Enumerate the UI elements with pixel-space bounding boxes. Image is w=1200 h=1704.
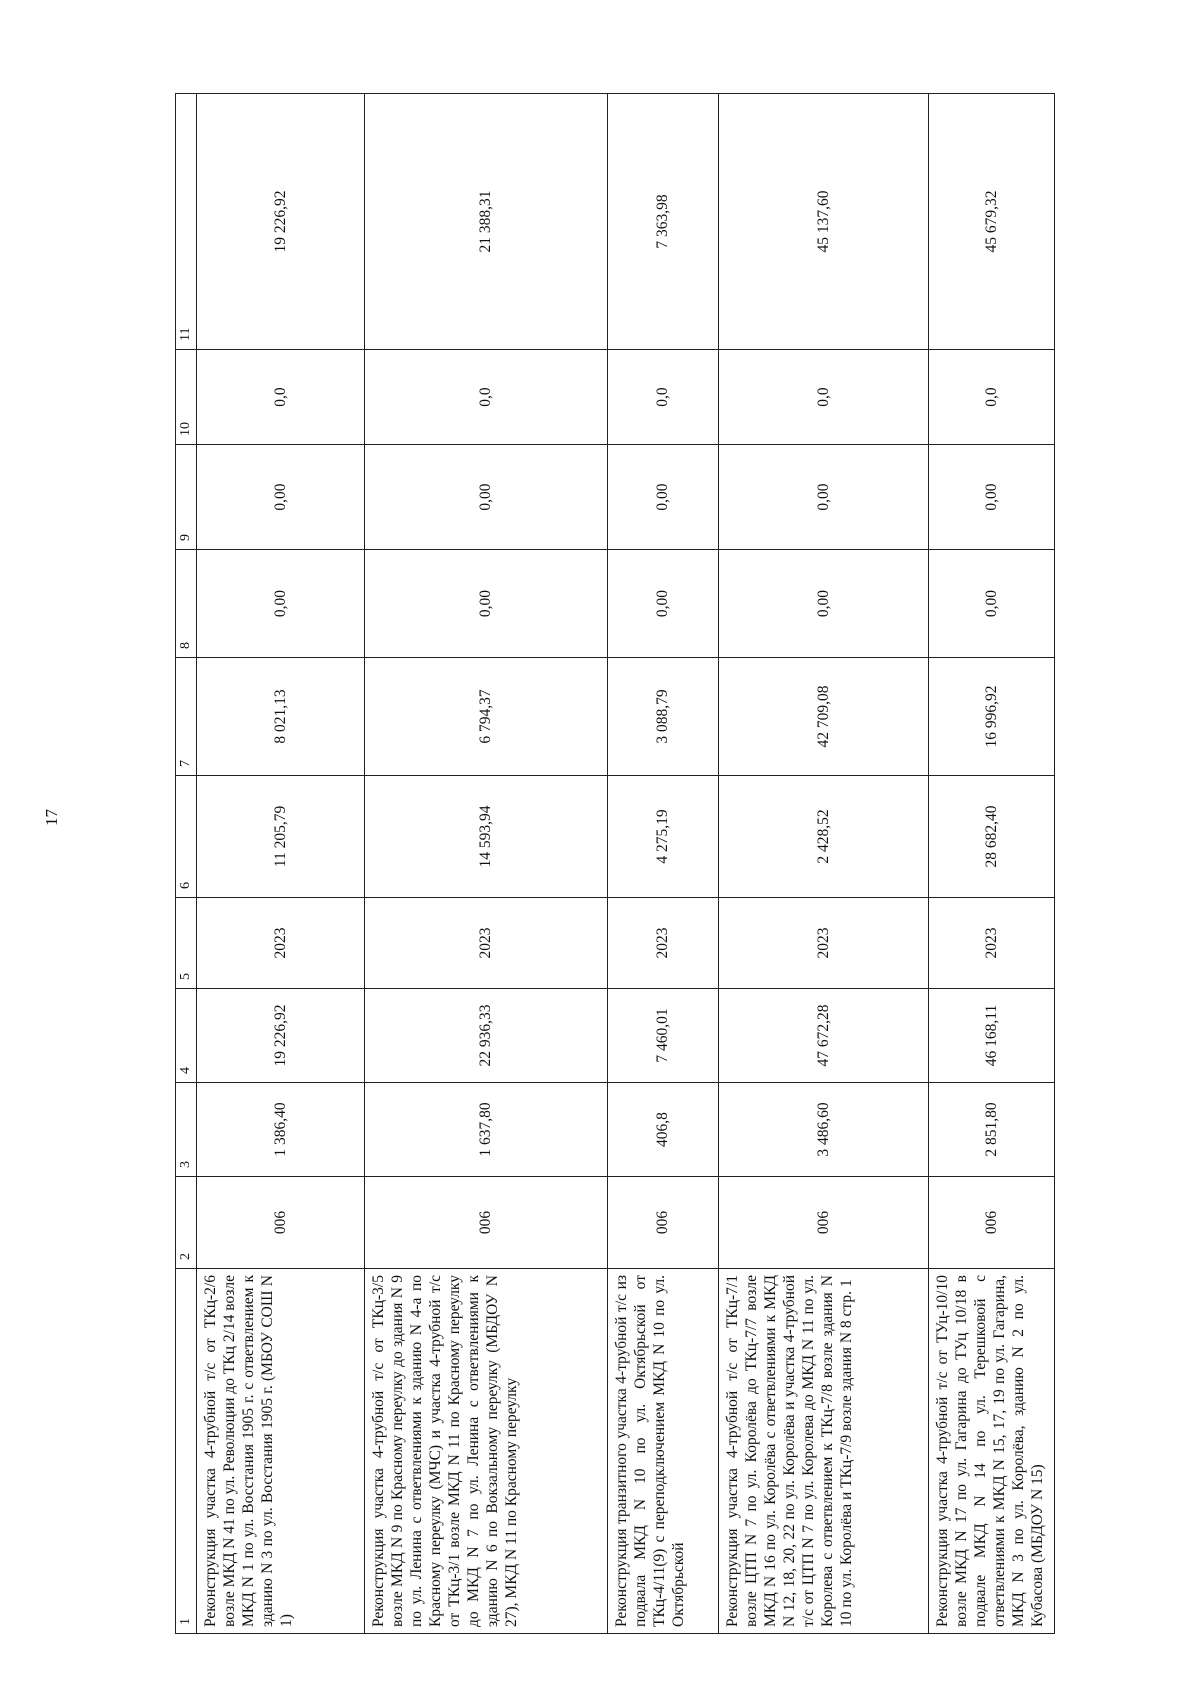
column-header: 3 (176, 1083, 197, 1177)
cell-col3: 2 851,80 (929, 1083, 1055, 1177)
column-header: 10 (176, 350, 197, 445)
cell-col11: 21 388,31 (365, 94, 608, 350)
cell-col6: 28 682,40 (929, 776, 1055, 898)
cell-col4: 47 672,28 (719, 989, 929, 1083)
cell-col9: 0,00 (719, 445, 929, 550)
project-description: Реконструкция участка 4-трубной т/с от ТКц-3/5 возле МКД N 9 по Красному переулку до здания N 9 по ул. Ленина с ответвлениями к зданию N 4-а по Красному переулку (МЧС) и участка 4-трубной т/с от ТКц-3/1 возле МКД N 11 по Красному переулку до МКД N 7 по ул. Ленина с ответвлениями к зданию N 6 по Вокзальному переулку (МБДОУ N 27), МКД N 11 по Красному переулку (365, 1269, 608, 1634)
cell-col8: 0,00 (929, 550, 1055, 658)
project-description: Реконструкция транзитного участка 4-трубной т/с из подвала МКД N 10 по ул. Октябрьской от ТКц-4/11(9) с переподключением МКД N 10 по ул. Октябрьской (608, 1269, 719, 1634)
cell-col7: 3 088,79 (608, 658, 719, 776)
cell-col7: 16 996,92 (929, 658, 1055, 776)
cell-year: 2023 (197, 898, 365, 989)
column-header: 9 (176, 445, 197, 550)
cell-col6: 4 275,19 (608, 776, 719, 898)
cell-col9: 0,00 (929, 445, 1055, 550)
project-description: Реконструкция участка 4-трубной т/с от ТКц-7/1 возле ЦТП N 7 по ул. Королёва до ТКц-7/7 возле МКД N 16 по ул. Королёва с ответвлениями к МКД N 12, 18, 20, 22 по ул. Королёва и участка 4-трубной т/с от ЦТП N 7 по ул. Королева до МКД N 11 по ул. Королева с ответвлением к ТКц-7/8 возле здания N 10 по ул. Королёва и ТКц-7/9 возле здания N 8 стр. 1 (719, 1269, 929, 1634)
cell-col10: 0,0 (608, 350, 719, 445)
column-header: 6 (176, 776, 197, 898)
cell-col8: 0,00 (608, 550, 719, 658)
column-header: 8 (176, 550, 197, 658)
cell-col3: 1 386,40 (197, 1083, 365, 1177)
column-number-header (176, 94, 197, 1634)
page-number: 17 (42, 809, 61, 826)
column-header: 5 (176, 898, 197, 989)
cell-col10: 0,0 (929, 350, 1055, 445)
cell-col10: 0,0 (719, 350, 929, 445)
project-description: Реконструкция участка 4-трубной т/с от ТУц-10/10 возле МКД N 17 по ул. Гагарина до ТУц 10/18 в подвале МКД N 14 по ул. Терешковой с ответвлениями к МКД N 15, 17, 19 по ул. Гагарина, МКД N 3 по ул. Королёва, зданию N 2 по ул. Кубасова (МБДОУ N 15) (929, 1269, 1055, 1634)
project-description: Реконструкция участка 4-трубной т/с от ТКц-2/6 возле МКД N 41 по ул. Революции до ТКц 2/14 возле МКД N 1 по ул. Восстания 1905 г. с ответвлением к зданию N 3 по ул. Восстания 1905 г. (МБОУ СОШ N 1) (197, 1269, 365, 1634)
table-row (929, 94, 1055, 1634)
cell-code: 006 (608, 1177, 719, 1269)
table-row (365, 94, 608, 1634)
investment-program-table (175, 93, 1055, 1634)
table-row (197, 94, 365, 1634)
cell-code: 006 (365, 1177, 608, 1269)
cell-year: 2023 (608, 898, 719, 989)
cell-col6: 2 428,52 (719, 776, 929, 898)
cell-col6: 14 593,94 (365, 776, 608, 898)
cell-col4: 19 226,92 (197, 989, 365, 1083)
cell-year: 2023 (365, 898, 608, 989)
table-row (608, 94, 719, 1634)
cell-col7: 42 709,08 (719, 658, 929, 776)
cell-col10: 0,0 (197, 350, 365, 445)
cell-col11: 7 363,98 (608, 94, 719, 350)
cell-col4: 7 460,01 (608, 989, 719, 1083)
cell-col9: 0,00 (365, 445, 608, 550)
column-header: 7 (176, 658, 197, 776)
cell-col6: 11 205,79 (197, 776, 365, 898)
cell-year: 2023 (929, 898, 1055, 989)
cell-code: 006 (719, 1177, 929, 1269)
cell-col7: 6 794,37 (365, 658, 608, 776)
cell-col4: 22 936,33 (365, 989, 608, 1083)
cell-col8: 0,00 (719, 550, 929, 658)
column-header: 4 (176, 989, 197, 1083)
cell-col7: 8 021,13 (197, 658, 365, 776)
table-row (719, 94, 929, 1634)
cell-col8: 0,00 (365, 550, 608, 658)
column-header: 11 (176, 94, 197, 350)
cell-col3: 1 637,80 (365, 1083, 608, 1177)
rotated-table-sheet (175, 94, 1053, 1634)
cell-code: 006 (929, 1177, 1055, 1269)
cell-col11: 45 679,32 (929, 94, 1055, 350)
cell-col9: 0,00 (608, 445, 719, 550)
cell-col10: 0,0 (365, 350, 608, 445)
column-header: 1 (176, 1269, 197, 1634)
cell-col8: 0,00 (197, 550, 365, 658)
cell-col4: 46 168,11 (929, 989, 1055, 1083)
cell-code: 006 (197, 1177, 365, 1269)
cell-col11: 19 226,92 (197, 94, 365, 350)
cell-col9: 0,00 (197, 445, 365, 550)
cell-col3: 3 486,60 (719, 1083, 929, 1177)
cell-col3: 406,8 (608, 1083, 719, 1177)
cell-col11: 45 137,60 (719, 94, 929, 350)
column-header: 2 (176, 1177, 197, 1269)
cell-year: 2023 (719, 898, 929, 989)
